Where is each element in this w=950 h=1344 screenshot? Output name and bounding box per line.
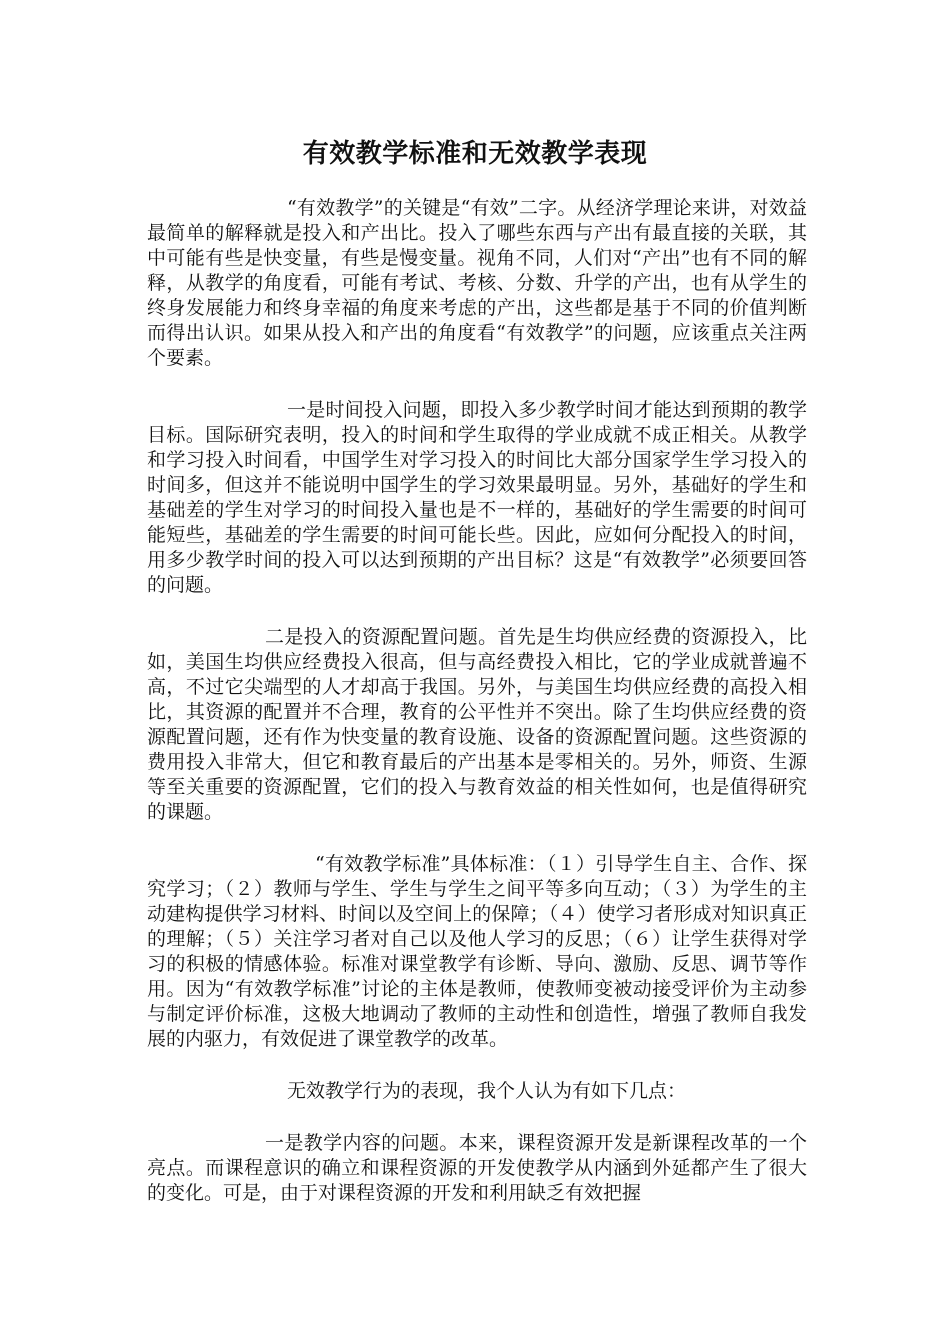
paragraph-teaching-content-issue: 一是教学内容的问题。本来，课程资源开发是新课程改革的一个亮点。而课程意识的确立和课程资源的开发使教学从内涵到外延都产生了很大的变化。可是，由于对课程资源的开发和利用缺乏有效把握 — [147, 1132, 807, 1204]
paragraph-effective-teaching-intro: “有效教学”的关键是“有效”二字。从经济学理论来讲，对效益最简单的解释就是投入和产出比。投入了哪些东西与产出有最直接的关联，其中可能有些是快变量，有些是慢变量。视角不同，人们对“产出”也有不同的解释，从教学的角度看，可能有考试、考核、分数、升学的产出，也有从学生的终身发展能力和终身幸福的角度来考虑的产出，这些都是基于不同的价值判断而得出认识。如果从投入和产出的角度看“有效教学”的问题，应该重点关注两个要素。 — [147, 197, 807, 369]
paragraph-ineffective-teaching-intro: 无效教学行为的表现，我个人认为有如下几点： — [287, 1080, 687, 1102]
paragraph-effective-teaching-standards: “有效教学标准”具体标准：（１）引导学生自主、合作、探究学习；（２）教师与学生、学生与学生之间平等多向互动；（３）为学生的主动建构提供学习材料、时间以及空间上的保障；（４）使学习者形成对知识真正的理解；（５）关注学习者对自己以及他人学习的反思；（６）让学生获得对学习的积极的情感体验。标准对课堂教学有诊断、导向、激励、反思、调节等作用。因为“有效教学标准”讨论的主体是教师，使教师变被动接受评价为主动参与制定评价标准，这极大地调动了教师的主动性和创造性，增强了教师自我发展的内驱力，有效促进了课堂教学的改革。 — [147, 853, 807, 1050]
paragraph-resource-allocation: 二是投入的资源配置问题。首先是生均供应经费的资源投入，比如，美国生均供应经费投入很高，但与高经费投入相比，它的学业成就普遍不高，不过它尖端型的人才却高于我国。另外，与美国生均供应经费的高投入相比，其资源的配置并不合理，教育的公平性并不突出。除了生均供应经费的资源配置问题，还有作为快变量的教育设施、设备的资源配置问题。这些资源的费用投入非常大，但它和教育最后的产出基本是零相关的。另外，师资、生源等至关重要的资源配置，它们的投入与教育效益的相关性如何，也是值得研究的课题。 — [147, 626, 807, 823]
document-title: 有效教学标准和无效教学表现 — [302, 139, 648, 169]
paragraph-time-input: 一是时间投入问题，即投入多少教学时间才能达到预期的教学目标。国际研究表明，投入的时间和学生取得的学业成就不成正相关。从教学和学习投入时间看，中国学生对学习投入的时间比大部分国家学生学习投入的时间多，但这并不能说明中国学生的学习效果最明显。另外，基础好的学生和基础差的学生对学习的时间投入量也是不一样的，基础好的学生需要的时间可能短些，基础差的学生需要的时间可能长些。因此，应如何分配投入的时间，用多少教学时间的投入可以达到预期的产出目标？这是“有效教学”必须要回答的问题。 — [147, 399, 807, 596]
document-body — [147, 196, 807, 1233]
